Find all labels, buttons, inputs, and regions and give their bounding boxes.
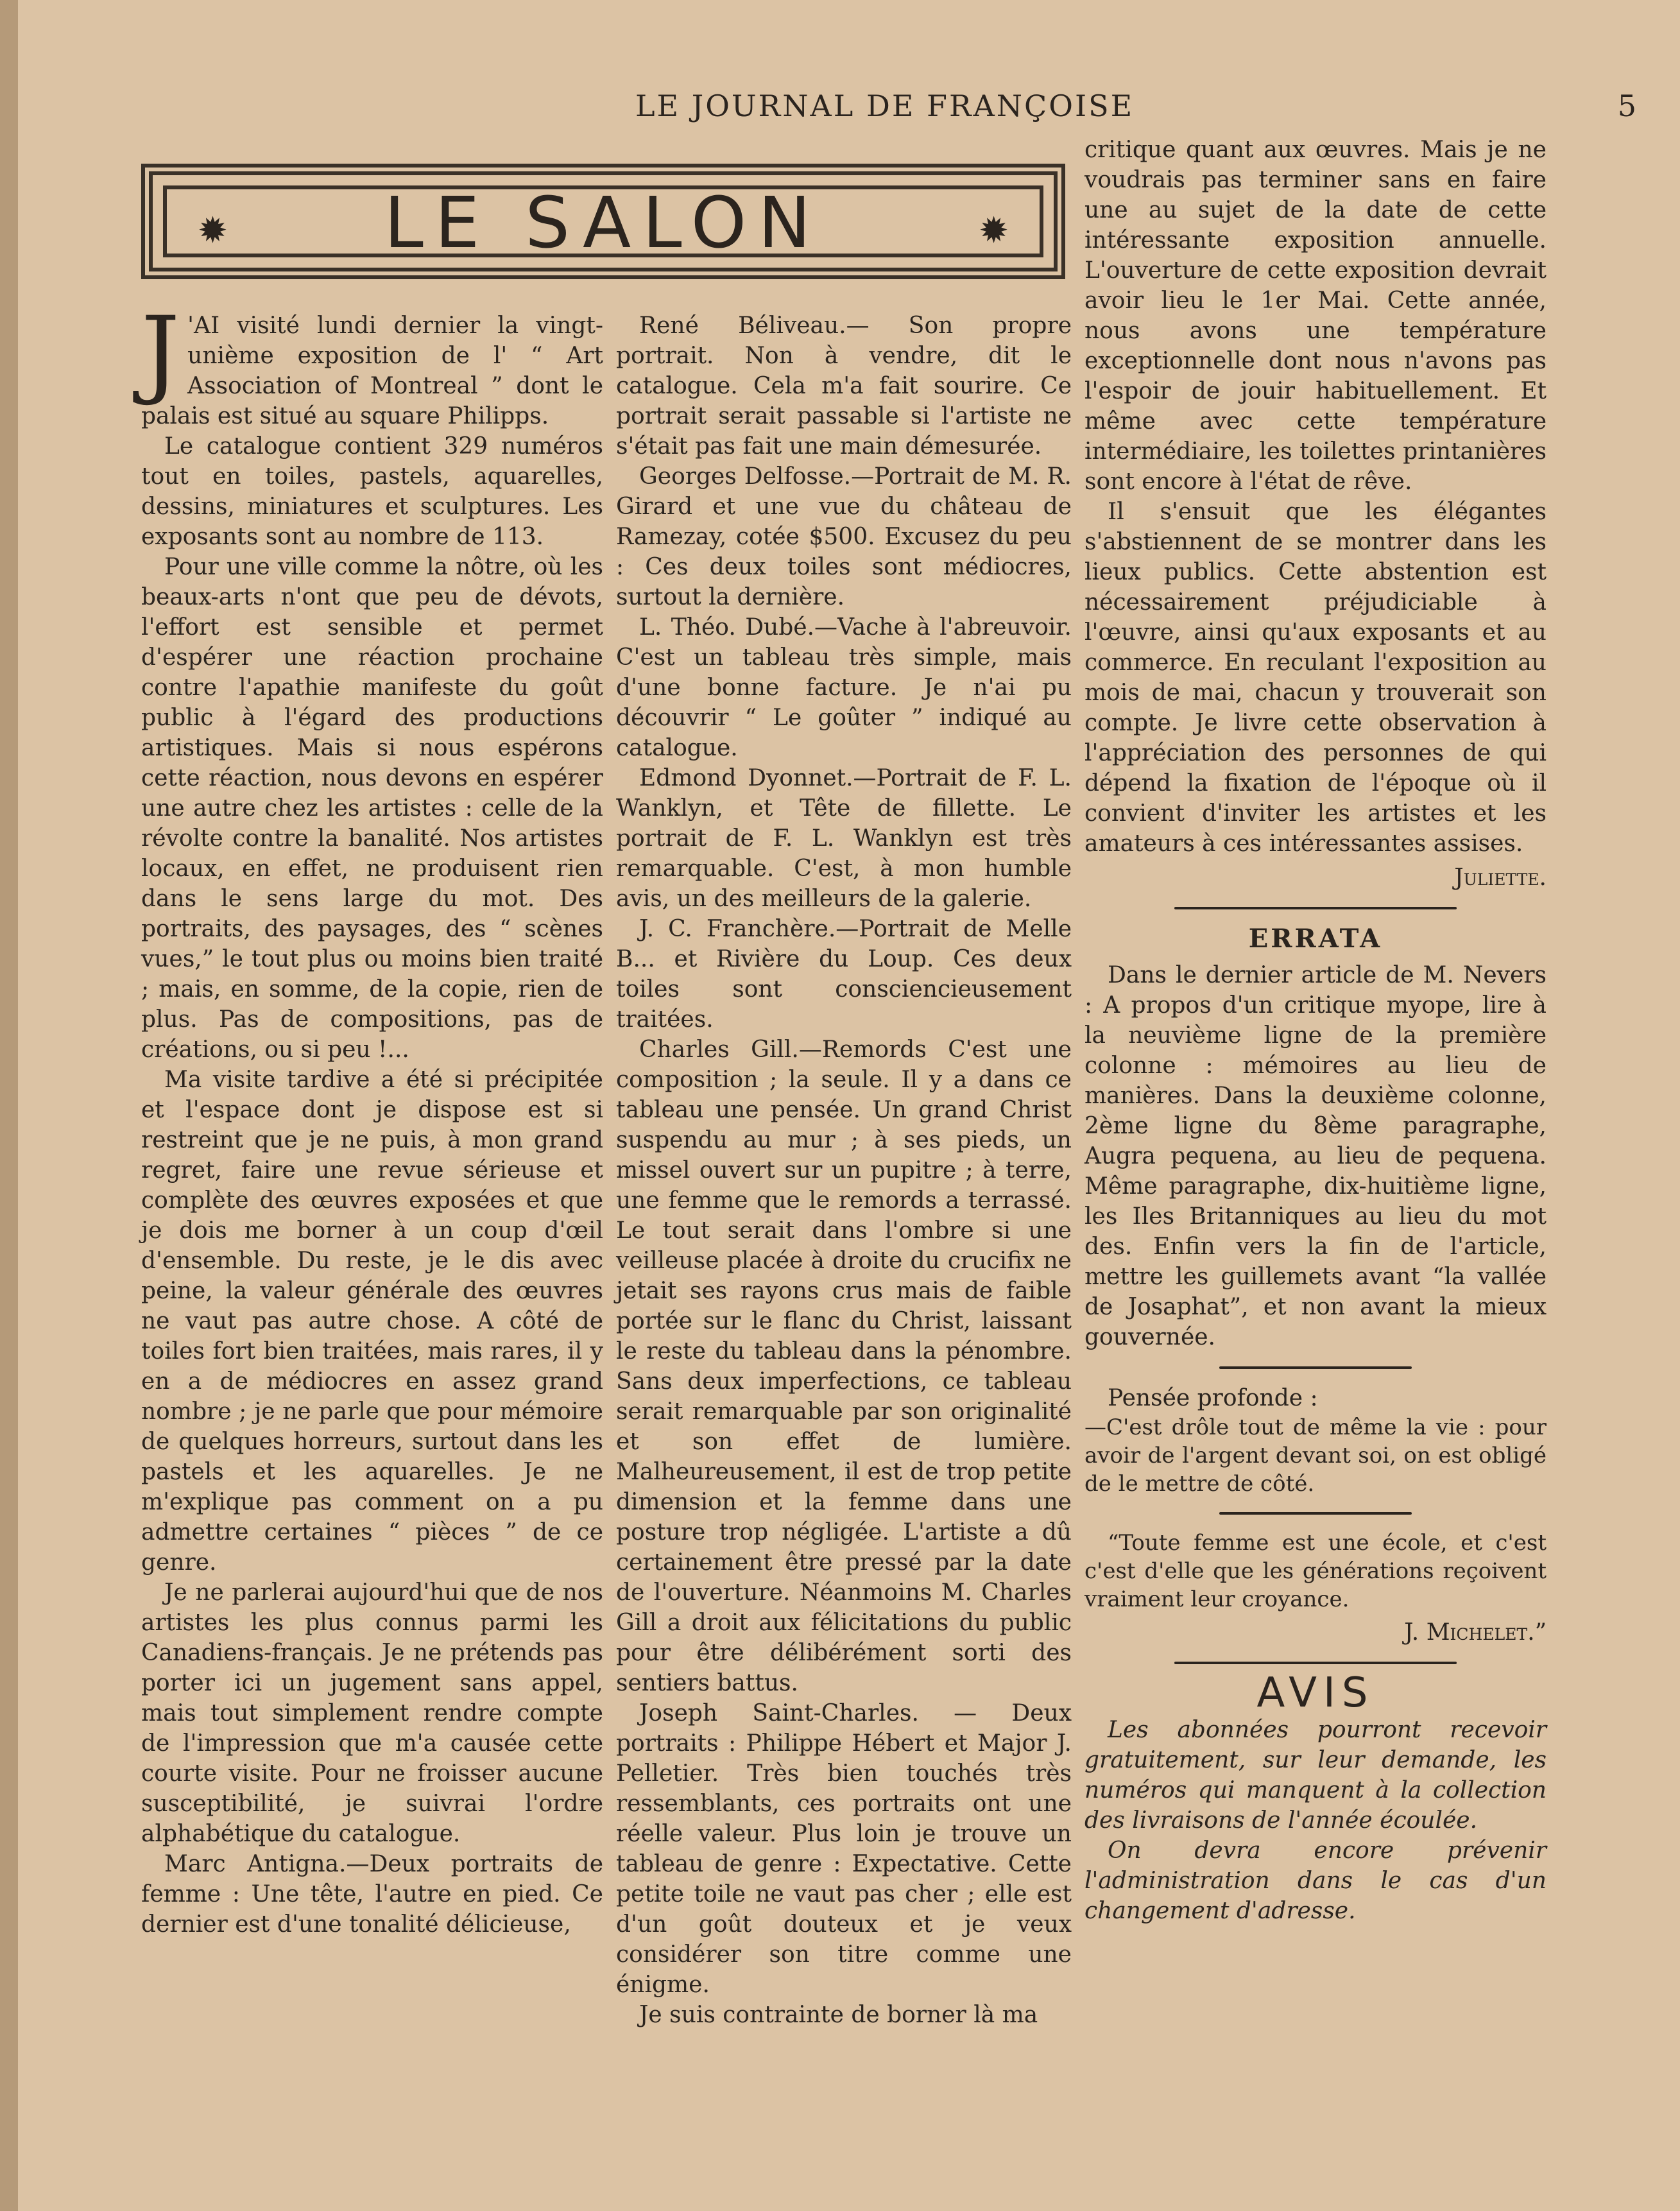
- paragraph: critique quant aux œuvres. Mais je ne voudrais pas terminer sans en faire une au sujet de la date de cette intéressante exposition annuelle. L'ouverture de cette exposition devrait avoir lieu le 1er Mai. Cette année, nous avons une température exceptionnelle dont nous n'avons pas l'espoir de jouir habituellement. Et même avec cette température intermédiaire, les toilettes printanières sont encore à l'état de rêve.: [1084, 137, 1547, 495]
- article-column-3: [1084, 135, 1547, 2099]
- paragraph: Il s'ensuit que les élégantes s'abstiennent de se montrer dans les lieux publics. Cette abstention est nécessairement préjudiciable à l'œuvre, ainsi qu'aux exposants et au commerce. En reculant l'exposition au mois de mai, chacun y trouverait son compte. Je livre cette observation à l'appréciation des personnes de qui dépend la fixation de l'époque où il convient d'inviter les artistes et les amateurs à ces intéressantes assises.: [1084, 499, 1547, 857]
- section-title: LE SALON: [384, 182, 823, 264]
- divider: [1219, 1512, 1412, 1515]
- divider: [1219, 1366, 1412, 1369]
- paragraph: L. Théo. Dubé.—Vache à l'abreuvoir. C'est un tableau très simple, mais d'une bonne facture. Je n'ai pu découvrir “ Le goûter ” indiqué au catalogue.: [616, 614, 1072, 761]
- ornamental-divider: [1174, 1662, 1457, 1664]
- running-header: [141, 89, 1636, 127]
- paragraph: J. C. Franchère.—Portrait de Melle B... et Rivière du Loup. Ces deux toiles sont consciencieusement traitées.: [616, 916, 1072, 1033]
- errata-text: Dans le dernier article de M. Nevers : A propos d'un critique myope, lire à la neuvième ligne de la première colonne : mémoires au lieu de manières. Dans la deuxième colonne, 2ème ligne du 8ème paragraphe, Augra pequena, au lieu de pequena. Même paragraphe, dix-huitième ligne, les Iles Britanniques au lieu du mot des. Enfin vers la fin de l'article, mettre les guillemets avant “la vallée de Josaphat”, et non avant la mieux gouvernée.: [1084, 962, 1547, 1350]
- avis-paragraph: Les abonnées pourront recevoir gratuitement, sur leur demande, les numéros qui manquent à la collection des livraisons de l'année écoulée.: [1084, 1717, 1547, 1834]
- paragraph: Edmond Dyonnet.—Portrait de F. L. Wanklyn, et Tête de fillette. Le portrait de F. L. Wanklyn est très remarquable. C'est, à mon humble avis, un des meilleurs de la galerie.: [616, 765, 1072, 912]
- opening-paragraph: J 'AI visité lundi dernier la vingt-unième exposition de l' “ Art Association of Montreal ” dont le palais est situé au square Philipps.: [141, 297, 603, 429]
- paragraph: Le catalogue contient 329 numéros tout en toiles, pastels, aquarelles, dessins, miniatures et sculptures. Les exposants sont au nombre de 113.: [141, 433, 603, 550]
- ornament-right-icon: ✹: [979, 210, 1009, 252]
- paragraph: Charles Gill.—Remords C'est une composition ; la seule. Il y a dans ce tableau une pensée. Un grand Christ suspendu au mur ; à ses pieds, un missel ouvert sur un pupitre ; à terre, une femme que le remords a terrassé. Le tout serait dans l'ombre si une veilleuse placée à droite du crucifix ne jetait ses rayons crus mais de faible portée sur le flanc du Christ, laissant le reste du tableau dans la pénombre. Sans deux imperfections, ce tableau serait remarquable par son originalité et son effet de lumière. Malheureusement, il est de trop petite dimension et la femme dans une posture trop négligée. L'artiste a dû certainement être pressé par la date de l'ouverture. Néanmoins M. Charles Gill a droit aux félicitations du public pour être délibérément sorti des sentiers battus.: [616, 1037, 1072, 1696]
- page-binding-edge: [0, 0, 18, 2211]
- paragraph: Je ne parlerai aujourd'hui que de nos artistes les plus connus parmi les Canadiens-français. Je ne prétends pas porter ici un jugement sans appel, mais tout simplement rendre compte de l'impression que m'a causée cette courte visite. Pour ne froisser aucune susceptibilité, je suivrai l'ordre alphabétique du catalogue.: [141, 1579, 603, 1847]
- paragraph: Je suis contrainte de borner là ma: [639, 2002, 1038, 2028]
- avis-paragraph: On devra encore prévenir l'administration dans le cas d'un changement d'adresse.: [1084, 1837, 1547, 1924]
- pensee-text: —C'est drôle tout de même la vie : pour avoir de l'argent devant soi, on est obligé de le mettre de côté.: [1084, 1415, 1547, 1497]
- paragraph: Marc Antigna.—Deux portraits de femme : Une tête, l'autre en pied. Ce dernier est d'une tonalité délicieuse,: [141, 1851, 603, 1938]
- paragraph: Pour une ville comme la nôtre, où les beaux-arts n'ont que peu de dévots, l'effort est sensible et permet d'espérer une réaction prochaine contre l'apathie manifeste du goût public à l'égard des productions artistiques. Mais si nous espérons cette réaction, nous devons en espérer une autre chez les artistes : celle de la révolte contre la banalité. Nos artistes locaux, en effet, ne produisent rien dans le sens large du mot. Des portraits, des paysages, des “ scènes vues,” le tout plus ou moins bien traité ; mais, en somme, de la copie, rien de plus. Pas de compositions, pas de créations, ou si peu !...: [141, 554, 603, 1063]
- paragraph: Georges Delfosse.—Portrait de M. R. Girard et une vue du château de Ramezay, cotée $500. Excusez du peu : Ces deux toiles sont médiocres, surtout la dernière.: [616, 463, 1072, 610]
- page-number: 5: [1617, 89, 1636, 123]
- paragraph: René Béliveau.— Son propre portrait. Non à vendre, dit le catalogue. Cela m'a fait sourire. Ce portrait serait passable si l'artiste ne s'était pas fait une main démesurée.: [616, 313, 1072, 460]
- article-column-2: [616, 311, 1072, 2101]
- pensee-title: Pensée profonde :: [1108, 1385, 1318, 1411]
- errata-heading: ERRATA: [1248, 924, 1383, 954]
- author-signature: Juliette.: [1454, 865, 1547, 891]
- quote-author: J. Michelet.”: [1404, 1619, 1547, 1646]
- journal-title: LE JOURNAL DE FRANÇOISE: [635, 89, 1135, 123]
- avis-heading: AVIS: [1256, 1669, 1375, 1717]
- ornament-left-icon: ✹: [198, 210, 228, 252]
- quote-text: “Toute femme est une école, et c'est c'est d'elle que les générations reçoivent vraiment leur croyance.: [1084, 1530, 1547, 1612]
- section-banner: [141, 164, 1065, 279]
- ornamental-divider: [1174, 907, 1457, 909]
- paragraph: Joseph Saint-Charles. — Deux portraits : Philippe Hébert et Major J. Pelletier. Très bien touchés très ressemblants, ces portraits ont une réelle valeur. Plus loin je trouve un tableau de genre : Expectative. Cette petite toile ne vaut pas cher ; elle est d'un goût douteux et je veux considérer son titre comme une énigme.: [616, 1700, 1072, 1998]
- paragraph: Ma visite tardive a été si précipitée et l'espace dont je dispose est si restreint que je ne puis, à mon grand regret, faire une revue sérieuse et complète des œuvres exposées et que je dois me borner à un coup d'œil d'ensemble. Du reste, je le dis avec peine, la valeur générale des œuvres ne vaut pas autre chose. A côté de toiles fort bien traitées, mais rares, il y en a de médiocres en assez grand nombre ; je ne parle que pour mémoire de quelques horreurs, surtout dans les pastels et les aquarelles. Je ne m'explique pas comment on a pu admettre certaines “ pièces ” de ce genre.: [141, 1067, 603, 1576]
- article-column-1: [141, 297, 603, 2082]
- drop-cap: J: [141, 297, 180, 408]
